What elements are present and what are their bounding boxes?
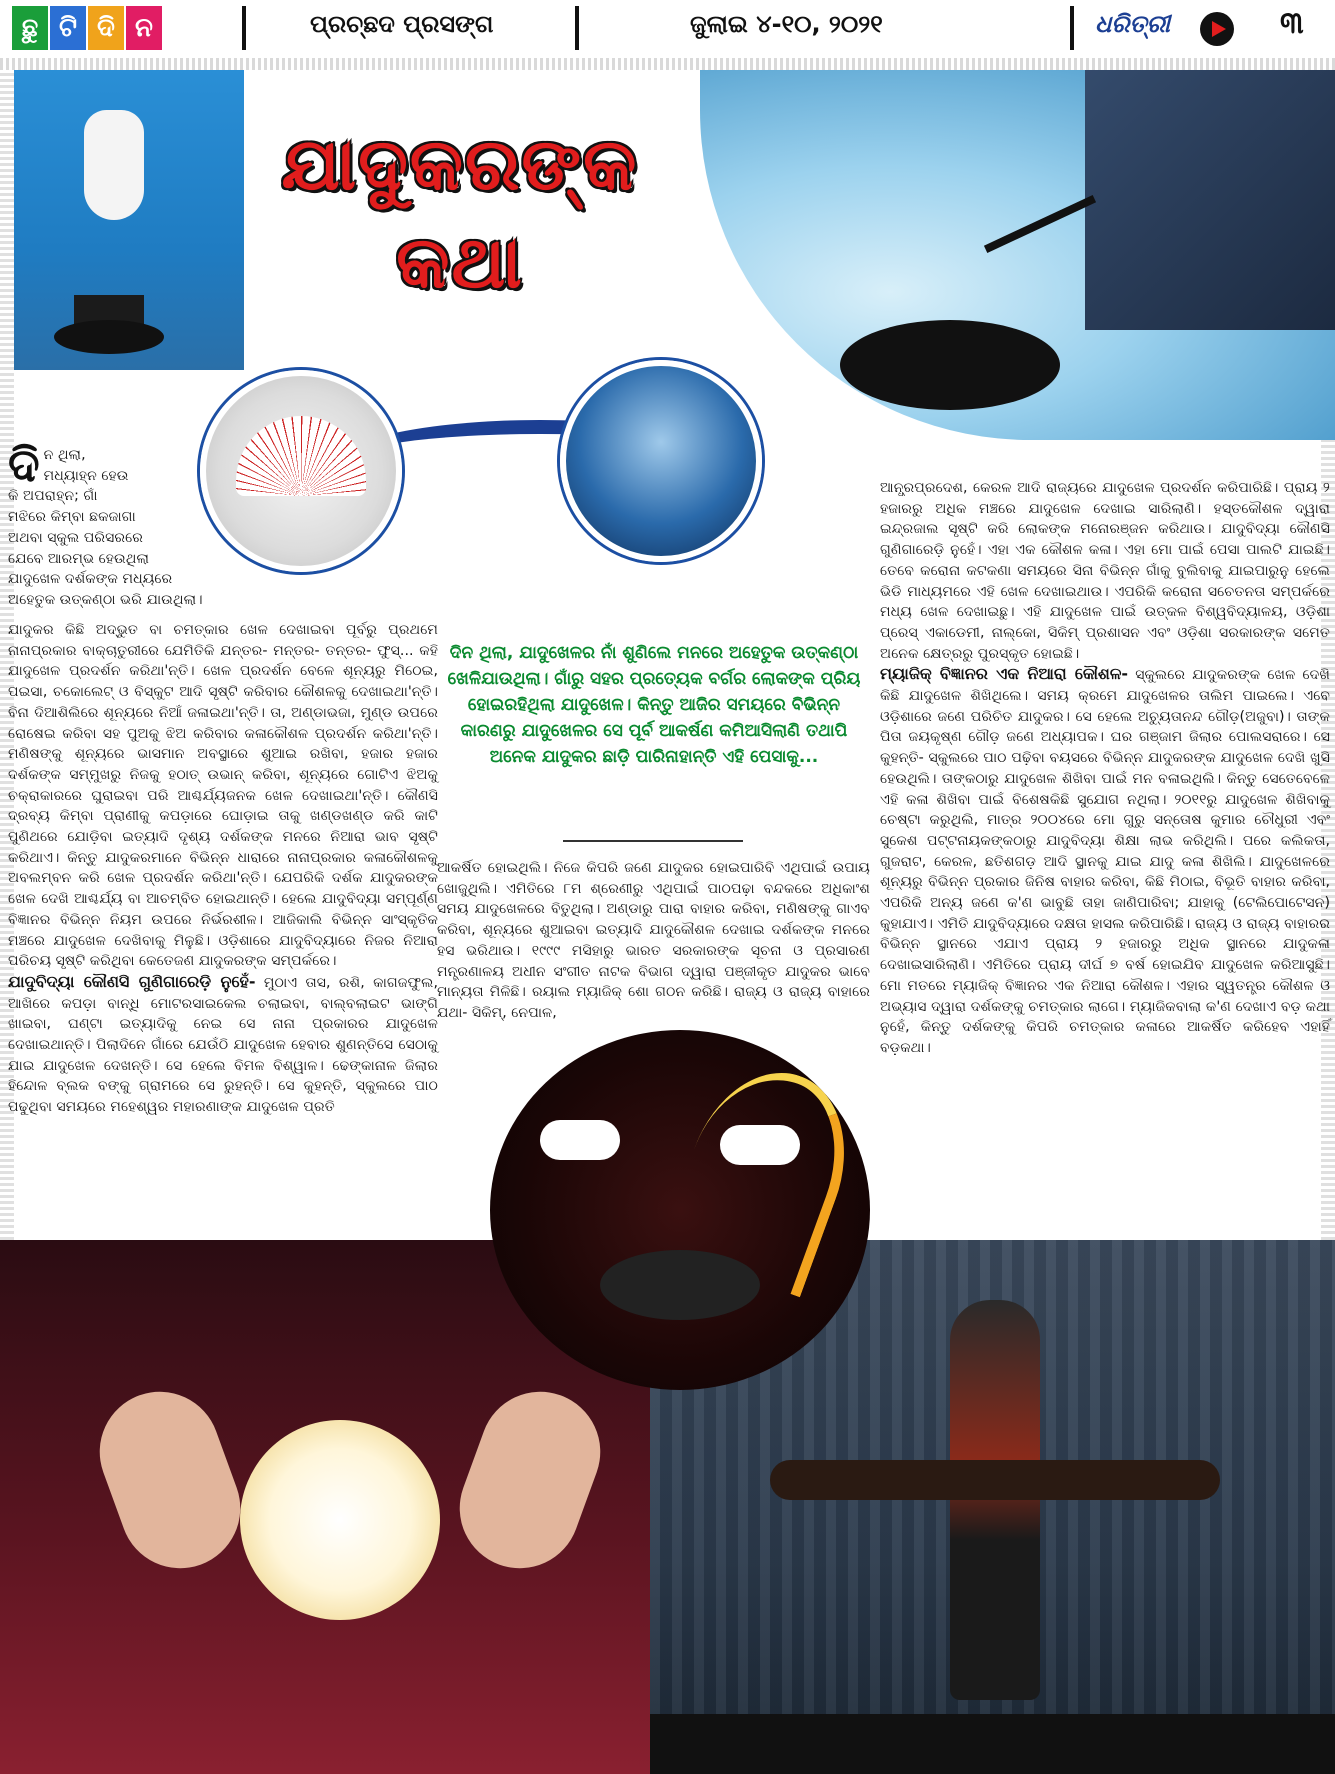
page-title <box>250 115 670 311</box>
header-stripe <box>0 58 1335 70</box>
paragraph: ସ୍କୁଲରେ ଯାଦୁକରଙ୍କ ଖେଳ ଦେଖି କିଛି ଯାଦୁଖେଳ ଶିଖିଥିଲେ। ସମୟ କ୍ରମେ ଯାଦୁଖେଳର ତାଲିମ ପାଇଲେ। ଏବେ ଓଡ଼ିଶାରେ ଜଣେ ପରିଚିତ ଯାଦୁକର। ସେ ହେଲେ ଅଚ୍ୟୁତାନନ୍ଦ ଗୌଡ଼(ଅଜୁବା)। ତାଙ୍କ ପିତା ଜୟକୃଷ୍ଣ ଗୌଡ଼ ଜଣେ ଅଧ୍ୟାପକ। ଘର ଗଞ୍ଜାମ ଜିଲାର ପୋଲସରାରେ। ସେ କୁହନ୍ତି- ସ୍କୁଲରେ ପାଠ ପଢ଼ିବା ବୟସରେ ବିଭିନ୍ନ ଯାଦୁକରଙ୍କ ଯାଦୁଖେଳ ଦେଖି ଖୁସି ହେଉଥିଲି। ତାଙ୍କଠାରୁ ଯାଦୁଖେଳ ଶିଖିବା ପାଇଁ ମନ ବଳାଇଥିଲି। କିନ୍ତୁ ସେତେବେଳେ ଏହି କଳା ଶିଖିବା ପାଇଁ ବିଶେଷକିଛି ସୁଯୋଗ ନଥିଲା। ୨୦୧୧ରୁ ଯାଦୁଖେଳ ଶିଖିବାକୁ ଚେଷ୍ଟା କରୁଥିଲି, ମାତ୍ର ୨୦୦୪ରେ ମୋ ଗୁରୁ ସନ୍ତୋଷ କୁମାର ଚୌଧୁରୀ ଏବଂ ସୁକେଶ ପଟ୍ଟନାୟକଙ୍କଠାରୁ ଯାଦୁବିଦ୍ୟା ଶିକ୍ଷା ଲାଭ କରିଥିଲି। ପରେ କଲିକତା, ଗୁଜରାଟ, କେରଳ, ଛତିଶଗଡ଼ ଆଦି ସ୍ଥାନକୁ ଯାଇ ଯାଦୁ କଳା ଶିଖିଲି। ଯାଦୁଖେଳରେ ଶୂନ୍ୟରୁ ବିଭିନ୍ନ ପ୍ରକାର ଜିନିଷ ବାହାର କରିବା, କିଛି ମିଠାଇ, ବିଭୂତି ବାହାର କରିବା, ଏପରିକି ଅନ୍ୟ ଜଣେ କ'ଣ ଭାବୁଛି ତାହା ଜାଣିପାରିବା; ଯାହାକୁ (ଟେଲିପୋଟେସନ) କୁହାଯାଏ। ଏମିତି ଯାଦୁବିଦ୍ୟାରେ ଦକ୍ଷତା ହାସଲ କରିପାରିଛି। ରାଜ୍ୟ ଓ ରାଜ୍ୟ ବାହାରର ବିଭିନ୍ନ ସ୍ଥାନରେ ଏଯାଏ ପ୍ରାୟ ୨ ହଜାରରୁ ଅଧିକ ସ୍ଥାନରେ ଯାଦୁକଳା ଦେଖାଇସାରିଲାଣି। ଏମିତିରେ ପ୍ରାୟ ଦୀର୍ଘ ୭ ବର୍ଷ ହୋଇଯିବ ଯାଦୁଖେଳ କରିଆସୁଛି। ମୋ ମତରେ ମ୍ୟାଜିକ୍ ବିଜ୍ଞାନର ଏକ ନିଆରା କୌଶଳ। ଏହାର ସ୍ୱତନ୍ତ୍ର କୌଶଳ ଓ ଅଭ୍ୟାସ ଦ୍ୱାରା ଦର୍ଶକଙ୍କୁ ଚମତ୍କାର ଲାଗେ। ମ୍ୟାଜିକବାଲା କ'ଣ ଦେଖାଏ ବଡ଼ କଥା ନୁହେଁ, କିନ୍ତୁ ଦର୍ଶକଙ୍କୁ କିପରି ଚମତ୍କାର କଳାରେ ଆକର୍ଷିତ କରିହେବ ଏହାହିଁ ବଡ଼କଥା। <box>880 667 1331 1056</box>
logo-letter-2: ଟି <box>50 6 86 50</box>
article-column-3 <box>880 478 1330 1059</box>
rabbit-hat-photo <box>14 70 244 370</box>
brand-logo: ଧରିତ୍ରୀ <box>1095 10 1170 38</box>
issue-date: ଜୁଲାଇ ୪-୧୦, ୨୦୨୧ <box>690 10 883 38</box>
page-number: ୩ <box>1280 6 1304 41</box>
play-icon <box>1200 12 1234 46</box>
section-label: ପ୍ରଚ୍ଛଦ ପ୍ରସଙ୍ଗ <box>310 10 494 38</box>
header-divider <box>575 6 579 50</box>
logo-letter-3: ଦି <box>88 6 124 50</box>
intro-line: ମଧ୍ୟାହ୍ନ ହେଉ <box>43 467 129 484</box>
article-column-2 <box>437 858 870 1024</box>
paragraph: ଆନ୍ଧ୍ରପ୍ରଦେଶ, କେରଳ ଆଦି ରାଜ୍ୟରେ ଯାଦୁଖେଳ ପ୍ରଦର୍ଶନ କରିପାରିଛି। ପ୍ରାୟ ୨ ହଜାରରୁ ଅଧିକ ମଞ୍ଚରେ ଯାଦୁଖେଳ ଦେଖାଇ ସାରିଲାଣି। ହସ୍ତକୌଶଳ ଦ୍ୱାରା ଇନ୍ଦ୍ରଜାଲ ସୃଷ୍ଟି କରି ଲୋକଙ୍କ ମନୋରଞ୍ଜନ କରିଥାଉ। ଯାଦୁବିଦ୍ୟା କୌଣସି ଗୁଣିଗାରେଡ଼ି ନୁହେଁ। ଏହା ଏକ କୌଶଳ କଳା। ଏହା ମୋ ପାଇଁ ପେସା ପାଲଟି ଯାଇଛି। ତେବେ କରୋନା କଟକଣା ସମୟରେ ସିନା ବିଭିନ୍ନ ଗାଁକୁ ବୁଲିବାକୁ ଯାଇପାରୁନୁ ହେଲେ ଭିଡି ମାଧ୍ୟମରେ ଏହି ଖେଳ ଦେଖାଇଥାଉ। ଏପରିକି କରୋନା ସଚେତନତା ସମ୍ପର୍କରେ ମଧ୍ୟ ଖେଳ ଦେଖାଇଛୁ। ଏହି ଯାଦୁଖେଳ ପାଇଁ ଉତ୍କଳ ବିଶ୍ୱବିଦ୍ୟାଳୟ, ଓଡ଼ିଶା ପ୍ରେସ୍ ଏକାଡେମୀ, ନାଲ୍କୋ, ସିକିମ୍ ପ୍ରଶାସନ ଏବଂ ଓଡ଼ିଶା ସରକାରଙ୍କ ସମେତ ଅନେକ କ୍ଷେତ୍ରରୁ ପୁରସ୍କୃତ ହୋଇଛି। <box>880 480 1330 662</box>
title-line-1: ଯାଦୁକରଙ୍କ <box>281 122 639 206</box>
header-divider <box>242 6 246 50</box>
magic-hat-sparks-photo <box>490 1030 870 1390</box>
paragraph: ଆକର୍ଷିତ ହୋଇଥିଲି। ନିଜେ କିପରି ଜଣେ ଯାଦୁକର ହୋଇପାରିବି ଏଥିପାଇଁ ଉପାୟ ଖୋଜୁଥିଲି। ଏମିତିରେ ୮ମ ଶ୍ରେଣୀରୁ ଏଥିପାଇଁ ପାଠପଢ଼ା ବନ୍ଦକରେ ଅଧିକାଂଶ ସମୟ ଯାଦୁଖେଳରେ ବିତୁଥିଲା। ଅଣ୍ଡାରୁ ପାରା ବାହାର କରିବା, ମଣିଷଙ୍କୁ ଗାଏବ କରିବା, ଶୂନ୍ୟରେ ଶୁଆଇବା ଇତ୍ୟାଦି ଯାଦୁକୌଶଳ ଦେଖାଇ ଦର୍ଶକଙ୍କ ମନରେ ହସ ଭରିଥାଉ। ୧୯୯୯ ମସିହାରୁ ଭାରତ ସରକାରଙ୍କ ସୂଚନା ଓ ପ୍ରସାରଣ ମନ୍ତ୍ରଣାଳୟ ଅଧୀନ ସଂଗୀତ ନାଟକ ବିଭାଗ ଦ୍ୱାରା ପଞ୍ଜୀକୃତ ଯାଦୁକର ଭାବେ ମାନ୍ୟତା ମିଳିଛି। ରୟାଲ ମ୍ୟାଜିକ୍ ଶୋ ଗଠନ କରିଛି। ରାଜ୍ୟ ଓ ରାଜ୍ୟ ବାହାରେ ଯଥା- ସିକିମ୍, ନେପାଳ, <box>437 860 870 1021</box>
performer-photo <box>560 360 762 562</box>
paragraph: ମୁଠାଏ ତାସ, ରଶି, କାଗଜଫୁଲ, ଆଖିରେ କପଡ଼ା ବାନ୍ଧି ମୋଟରସାଇକେଲ ଚଲାଇବା, ବାଲ୍ବଲାଇଟ ଭାଙ୍ଗି ଖାଇବା, ଘଣ୍ଟା ଇତ୍ୟାଦିକୁ ନେଇ ସେ ନାନା ପ୍ରକାରର ଯାଦୁଖେଳ ଦେଖାଇଥାନ୍ତି। ପିଲାଦିନେ ଗାଁରେ ଯେଉଁଠି ଯାଦୁଖେଳ ହେବାର ଶୁଣନ୍ତିସେ ସେଠାକୁ ଯାଇ ଯାଦୁଖେଳ ଦେଖନ୍ତି। ସେ ହେଲେ ବିମଳ ବିଶ୍ୱାଳ। ଢେଙ୍କାନାଳ ଜିଲାର ହିନ୍ଦୋଳ ବ୍ଲକ ବଙ୍କୁ ଗ୍ରାମରେ ସେ ରୁହନ୍ତି। ସେ କୁହନ୍ତି, ସ୍କୁଲରେ ପାଠ ପଢୁଥିବା ସମୟରେ ମହେଶ୍ୱର ମହାରଣାଙ୍କ ଯାଦୁଖେଳ ପ୍ରତି <box>8 974 438 1116</box>
intro-line: ଅଥବା ସ୍କୁଲ ପରିସରରେ <box>8 529 144 546</box>
logo-letter-4: ନ <box>126 6 162 50</box>
magician-tophat-photo <box>700 70 1335 440</box>
subheading: ମ୍ୟାଜିକ୍ ବିଜ୍ଞାନର ଏକ ନିଆରା କୌଶଳ- <box>880 664 1129 684</box>
paragraph: ଯାଦୁକର କିଛି ଅଦ୍ଭୁତ ବା ଚମତ୍କାର ଖେଳ ଦେଖାଇବା ପୂର୍ବରୁ ପ୍ରଥମେ ନାନାପ୍ରକାର ବାକ୍ଚାତୁରୀରେ ଯେମିତିକି ଯନ୍ତର- ମନ୍ତର- ତନ୍ତର- ଫୁସ୍... କହି ଯାଦୁଖେଳ ପ୍ରଦର୍ଶନ କରିଥା'ନ୍ତି। ଖେଳ ପ୍ରଦର୍ଶନ ବେଳେ ଶୂନ୍ୟରୁ ମିଠେଇ, ପଇସା, ଚକୋଲେଟ୍ ଓ ବିସ୍କୁଟ ଆଦି ସୃଷ୍ଟି କରିବାର କୌଶଳକୁ ଦେଖାଇଥା'ନ୍ତି। ବିନା ଦିଆଶିଲିରେ ଶୂନ୍ୟରେ ନିଆଁ ଜଳାଇଥା'ନ୍ତି। ତା, ଅଣ୍ଡାଭଜା, ମୁଣ୍ଡ ଉପରେ ରୋଷେଇ କରିବା ସହ ପୁଅକୁ ଝିଅ କରିବାର କଳାକୌଶଳ ପ୍ରଦର୍ଶନ କରିଥା'ନ୍ତି। ମଣିଷଙ୍କୁ ଶୂନ୍ୟରେ ଭାସମାନ ଅବସ୍ଥାରେ ଶୁଆଇ ରଖିବା, ହଜାର ହଜାର ଦର୍ଶକଙ୍କ ସମ୍ମୁଖରୁ ନିଜକୁ ହଠାତ୍ ଉଭାନ୍ କରିବା, ଶୂନ୍ୟରେ ଗୋଟିଏ ଝିଅକୁ ଚକ୍ରାକାରରେ ଘୁରାଇବା ପରି ଆଶ୍ଚର୍ଯ୍ୟଜନକ ଖେଳ ଦେଖାଇଥା'ନ୍ତି। କୌଣସି ଦ୍ରବ୍ୟ କିମ୍ବା ପ୍ରାଣୀକୁ କପଡ଼ାରେ ଘୋଡ଼ାଇ ତାକୁ ଖଣ୍ଡଖଣ୍ଡ କରି କାଟି ପୁଣିଥରେ ଯୋଡ଼ିବା ଇତ୍ୟାଦି ଦୃଶ୍ୟ ଦର୍ଶକଙ୍କ ମନରେ ନିଆରା ଭାବ ସୃଷ୍ଟି କରିଥାଏ। କିନ୍ତୁ ଯାଦୁକରମାନେ ବିଭିନ୍ନ ଧାରାରେ ନାନାପ୍ରକାର କଳାକୌଶଳକୁ ଅବଲମ୍ବନ କରି ଖେଳ ପ୍ରଦର୍ଶନ କରିଥା'ନ୍ତି। ଯେପରିକି ଦର୍ଶକ ଯାଦୁକରଙ୍କ ଖେଳ ଦେଖି ଆଶ୍ଚର୍ଯ୍ୟ ବା ଆଚମ୍ବିତ ହୋଇଥାନ୍ତି। ହେଲେ ଯାଦୁବିଦ୍ୟା ସମ୍ପୂର୍ଣ୍ଣ ବିଜ୍ଞାନର ବିଭିନ୍ନ ନିୟମ ଉପରେ ନିର୍ଭରଶୀଳ। ଆଜିକାଲି ବିଭିନ୍ନ ସାଂସ୍କୃତିକ ମଞ୍ଚରେ ଯାଦୁଖେଳ ଦେଖିବାକୁ ମିଳୁଛି। ଓଡ଼ିଶାରେ ଯାଦୁବିଦ୍ୟାରେ ନିଜର ନିଆରା ପରିଚୟ ସୃଷ୍ଟି କରିଥିବା କେତେଜଣ ଯାଦୁକରଙ୍କ ସମ୍ପର୍କରେ। <box>8 622 438 970</box>
pull-quote-rule <box>563 840 743 842</box>
article-column-1 <box>8 620 438 1118</box>
header-divider <box>1070 6 1074 50</box>
playing-cards-photo <box>200 370 402 572</box>
intro-line: ଯେବେ ଆରମ୍ଭ ହେଉଥିଲା <box>8 550 150 567</box>
intro-line: ନ ଥିଲା, <box>43 447 86 463</box>
intro-line: କି ଅପରାହ୍ନ; ଗାଁ <box>8 488 98 505</box>
intro-block <box>8 438 208 611</box>
subheading: ଯାଦୁବିଦ୍ୟା କୌଣସି ଗୁଣିଗାରେଡ଼ି ନୁହେଁ- <box>8 971 256 991</box>
intro-line: ମଝିରେ କିମ୍ବା ଛକଜାଗା <box>8 509 136 526</box>
drop-cap: ଦି <box>8 438 40 492</box>
pull-quote: ଦିନ ଥିଲା, ଯାଦୁଖେଳର ନାଁ ଶୁଣିଲେ ମନରେ ଅହେତୁକ ଉତ୍କଣ୍ଠା ଖେଳିଯାଉଥିଲା। ଗାଁରୁ ସହର ପ୍ରତ୍ୟେକ ବର୍ଗର ଲୋକଙ୍କ ପ୍ରିୟ ହୋଇରହିଥିଲା ଯାଦୁଖେଳ। କିନ୍ତୁ ଆଜିର ସମୟରେ ବିଭିନ୍ନ କାରଣରୁ ଯାଦୁଖେଳର ସେ ପୂର୍ବ ଆକର୍ଷଣ କମିଆସିଲାଣି ତଥାପି ଅନେକ ଯାଦୁକର ଛାଡ଼ି ପାରିନାହାନ୍ତି ଏହି ପେସାକୁ... <box>447 643 861 767</box>
intro-line: ଅହେତୁକ ଉତ୍କଣ୍ଠା ଭରି ଯାଉଥିଲା। <box>8 591 203 608</box>
intro-line: ଯାଦୁଖେଳ ଦର୍ଶକଙ୍କ ମଧ୍ୟରେ <box>8 571 173 588</box>
title-line-2: କଥା <box>396 220 524 304</box>
page-header <box>0 0 1335 59</box>
logo-letter-1: ଛୁ <box>12 6 48 50</box>
